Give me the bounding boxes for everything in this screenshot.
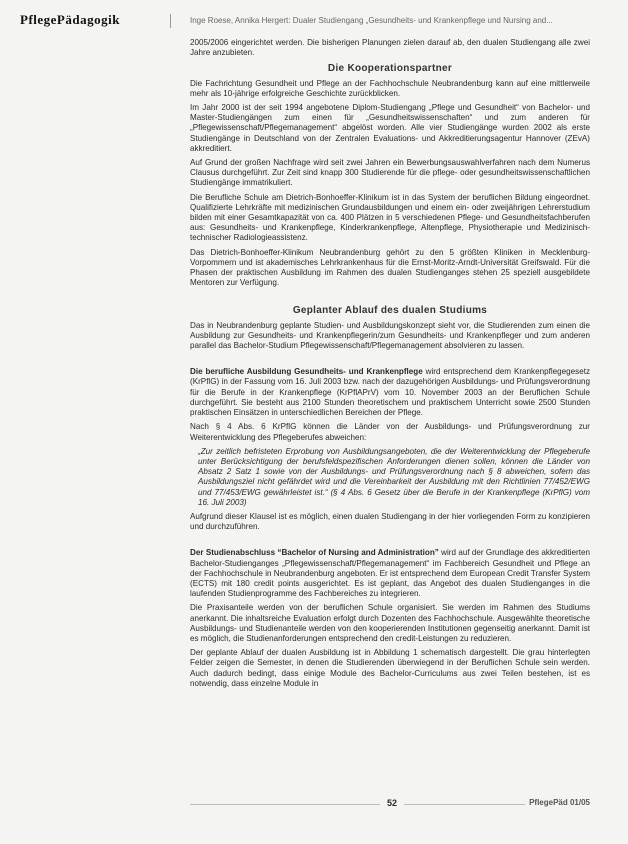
law-quote: „Zur zeitlich befristeten Erprobung von Ausbildungsangeboten, die der Weiterentwicklung der Pflegeberufe unter Berücksichtigung der berufsfeldspezifischen Anforderungen dienen sollen, können die Länder von Absatz 2 Satz 1 sowie von der Ausbildungs- und Prüfungsverordnung nach § 8 abweichen, sofern das Ausbildungsziel nicht gefährdet wird und die Vereinbarkeit der Ausbildung mit den Richtlinien 77/452/EWG und 77/453/EWG gewährleistet ist.“ (§ 4 Abs. 6 Gesetz über die Berufe in der Krankenpflege (KrPflG) vom 16. Juli 2003) [198, 446, 590, 507]
intro-paragraph: 2005/2006 eingerichtet werden. Die bisherigen Planungen zielen darauf ab, den dualen Studiengang alle zwei Jahre anzubieten. [190, 38, 590, 58]
studium-text: wird auf der Grundlage des akkreditierten Bachelor-Studienganges „Pflegewissenschaft/Pflegemanagement“ im Fachbereich Gesundheit und Pflege an der Fachhochschule in Neubrandenburg angeboten. Er ist entsprechend dem European Credit Transfer System (ECTS) mit 180 credit points ausgerichtet. Es ist geplant, das Angebot des dualen Studienganges in die laufenden Studienprogramme des Fachbereiches zu integrieren. [190, 548, 590, 599]
paragraph: Die Fachrichtung Gesundheit und Pflege an der Fachhochschule Neubrandenburg kann auf eine mittlerweile mehr als 10-jährige erfolgreiche Geschichte zurückblicken. [190, 78, 590, 98]
paragraph: Auf Grund der großen Nachfrage wird seit zwei Jahren ein Bewerbungsauswahlverfahren nach dem Numerus Clausus durchgeführt. Zur Zeit sind knapp 300 Studierende für die pflege- oder gesundheitswissenschaftlichen Studiengänge immatrikuliert. [190, 158, 590, 188]
section-heading-ablauf: Geplanter Ablauf des dualen Studiums [292, 305, 488, 317]
paragraph: Aufgrund dieser Klausel ist es möglich, einen dualen Studiengang in der hier vorliegenden Form zu konzipieren und durchzuführen. [190, 511, 590, 532]
paragraph: Das in Neubrandenburg geplante Studien- und Ausbildungskonzept sieht vor, die Studierenden zum einen die Ausbildung zur Gesundheits- und Krankenpflegerin/zum Gesundheits- und Krankenpfleger und zum anderen parallel das Bachelor-Studium Pflegewissenschaft/Pflegemanagement absolvieren zu lassen. [190, 320, 590, 351]
page-number: 52 [380, 798, 404, 808]
journal-logo: PflegePädagogik [20, 12, 120, 27]
paragraph: Nach § 4 Abs. 6 KrPflG können die Länder von der Ausbildungs- und Prüfungsverordnung zur Weiterentwicklung des Pflegeberufes abweichen: [190, 422, 590, 442]
paragraph: Im Jahr 2000 ist der seit 1994 angebotene Diplom-Studiengang „Pflege und Gesundheit“ von Bachelor- und Master-Studiengängen zum einen für „Gesundheitswissenschaften“ und zum anderen für „Pflegewissenschaft/Pflegemanagement“ abgelöst worden. Alle vier Studiengänge wurden 2002 als erste Studiengänge in Deutschland von der Zentralen Evaluations- und Akkreditierungsagentur Hannover (ZEvA) akkreditiert. [190, 103, 590, 153]
paragraph: Der geplante Ablauf der dualen Ausbildung ist in Abbildung 1 schematisch dargestellt. Die grau hinterlegten Felder zeigen die Semester, in denen die Studierenden überwiegend in der Beruflichen Schule sein werden. Auch dadurch bedingt, dass einige Module des Bachelor-Curriculums aus zwei Teilen bestehen, ist es notwendig, dass einzelne Module in [190, 648, 590, 688]
running-head: Inge Roese, Annika Hergert: Dualer Studiengang „Gesundheits- und Krankenpflege und Nursing and... [190, 16, 553, 25]
paragraph: Die Praxisanteile werden von der beruflichen Schule organisiert. Sie werden im Rahmen des Studiums anerkannt. Die inhaltsreiche Evaluation erfolgt durch Dozenten des Fachhochschule. Ausgewählte theoretische Ausbildungs- und Studienanteile werden von den kooperierenden Institutionen gegenseitig anerkannt. Damit ist es möglich, die Studienanforderungen entsprechend den credit-Leistungen zu reduzieren. [190, 603, 590, 643]
ausbildung-paragraph [190, 367, 590, 418]
header-divider [170, 14, 171, 28]
issue-label: PflegePäd 01/05 [525, 798, 590, 807]
paragraph: Die Berufliche Schule am Dietrich-Bonhoeffer-Klinikum ist in das System der beruflichen Bildung eingeordnet. Qualifizierte Lehrkräfte mit medizinischen Grundausbildungen und einem ein- oder zweijährigen Lehrerstudium bilden mit einer Gesamtkapazität von ca. 400 Plätzen in 5 verschiedenen Pflege- und Gesundheitsfachberufen aus: Gesundheits- und Krankenpflege, Kinderkrankenpflege, Altenpflege, Physiotherapie und Medizinisch-technischer Radiologieassistenz. [190, 192, 590, 243]
page-header [20, 10, 608, 32]
section-heading-kooperationspartner: Die Kooperationspartner [327, 63, 453, 75]
studium-lead: Der Studienabschluss “Bachelor of Nursing and Administration” [190, 548, 439, 558]
paragraph: Das Dietrich-Bonhoeffer-Klinikum Neubrandenburg gehört zu den 5 größten Kliniken in Mecklenburg-Vorpommern und ist akademisches Lehrkrankenhaus für die Ernst-Moritz-Arndt-Universität Greifswald. Für die Phasen der praktischen Ausbildung im Rahmen des dualen Studienganges stehen 25 speziell ausgebildete Mentoren zur Verfügung. [190, 247, 590, 288]
page-footer [190, 798, 590, 814]
studium-paragraph [190, 548, 590, 599]
ausbildung-lead: Die berufliche Ausbildung Gesundheits- und Krankenpflege [190, 367, 423, 377]
ausbildung-text: wird entsprechend dem Krankenpflegegesetz (KrPflG) in der Fassung vom 16. Juli 2003 bzw. nach der dazugehörigen Ausbildungs- und Prüfungsverordnung für die Berufe in der Krankenpflege (KrPflAPrV) vom 10. November 2003 an der Beruflichen Schule durchgeführt. Sie besteht aus 2100 Stunden theoretischem und praktischem Unterricht sowie 2500 Stunden praktischen Einsätzen in unterschiedlichen Bereichen der Pflege. [190, 367, 590, 418]
article-body [190, 38, 590, 693]
